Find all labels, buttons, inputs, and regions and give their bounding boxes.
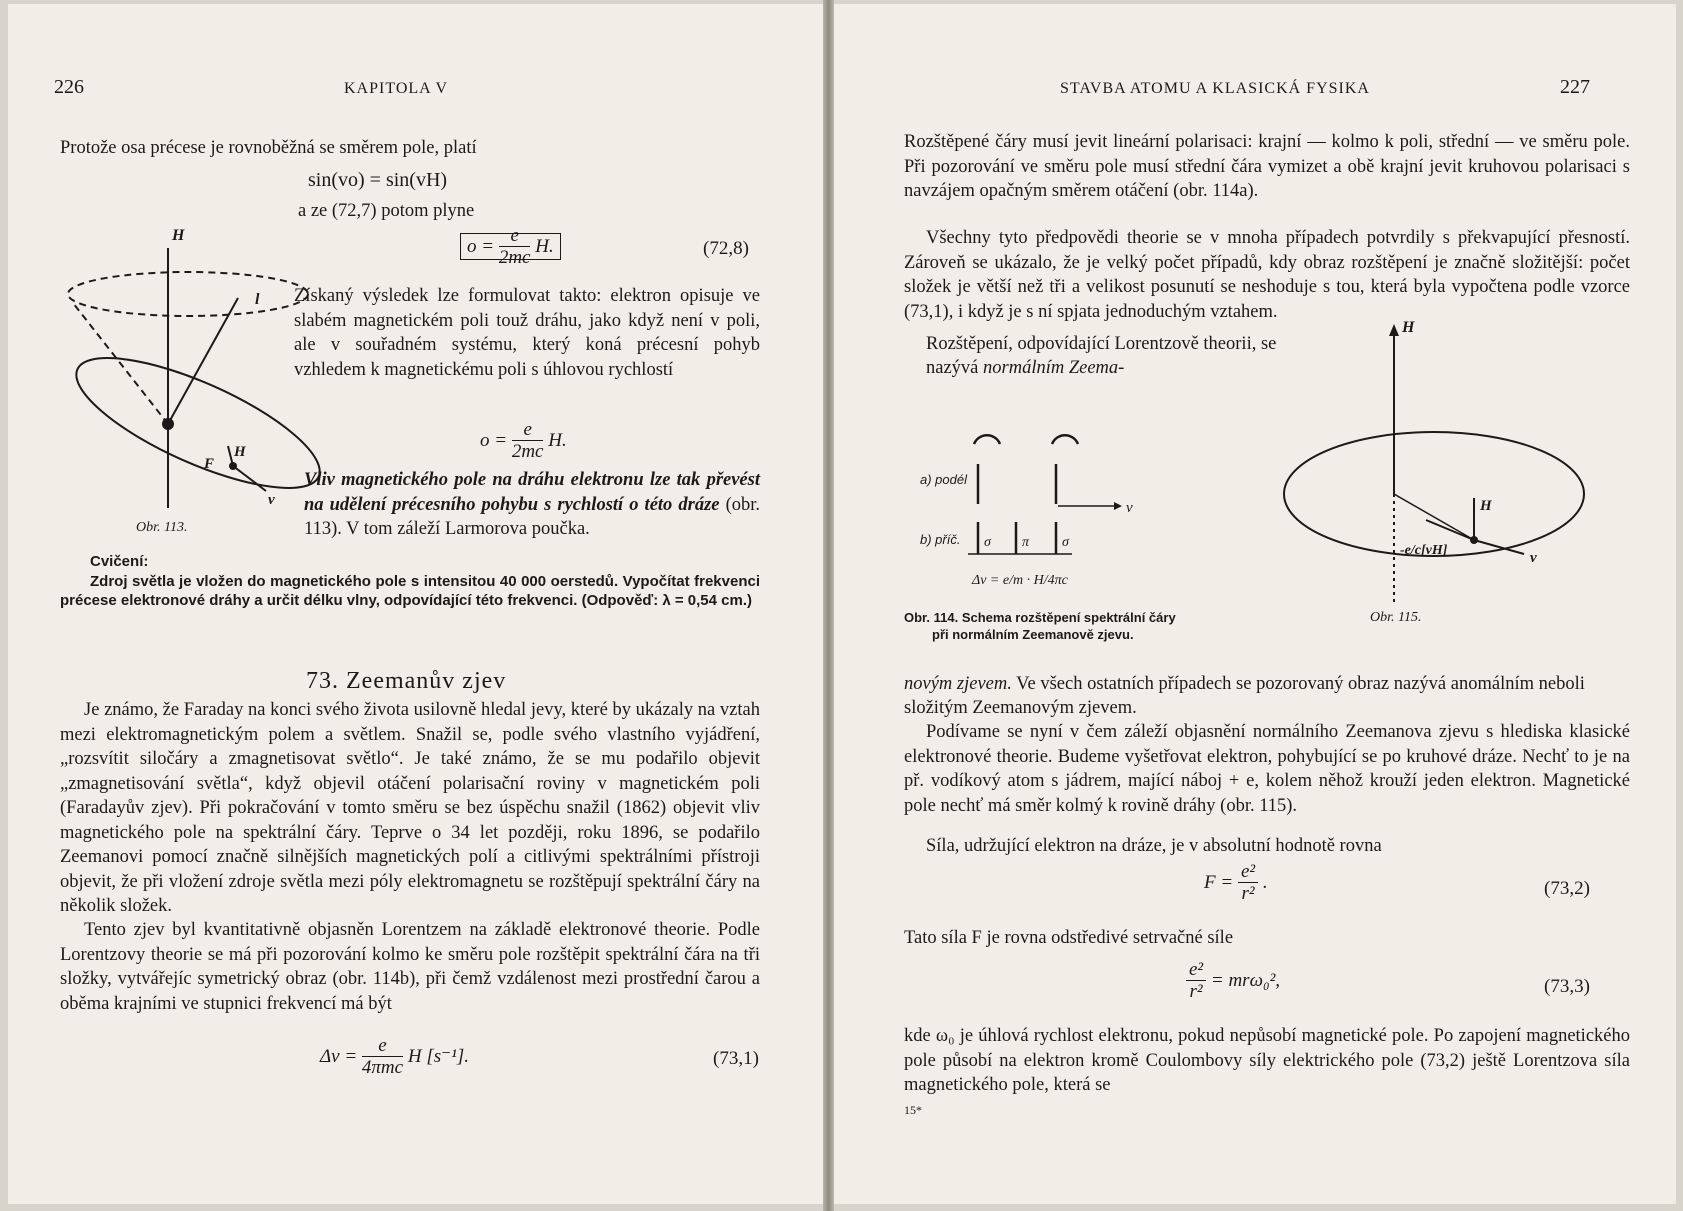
fig114-sigma-right: σ bbox=[1062, 535, 1069, 550]
fig114-arc-right bbox=[1052, 435, 1078, 444]
fig115-label-force: -e/c[vH] bbox=[1400, 543, 1448, 558]
fig113-label-F: F bbox=[204, 456, 215, 472]
eq-repeat-den: 2mc bbox=[511, 441, 544, 462]
right-paragraph-4 bbox=[904, 672, 1630, 720]
fig113-label-l: l bbox=[255, 291, 260, 308]
right-paragraph-4-italic: novým zjevem. bbox=[904, 674, 1012, 694]
right-paragraph-6: Síla, udržující elektron na dráze, je v absolutní hodnotě rovna bbox=[926, 836, 1382, 856]
fig113-label-v: v bbox=[268, 492, 275, 508]
figure-113-caption: Obr. 113. bbox=[136, 520, 188, 535]
right-page bbox=[834, 4, 1676, 1204]
eq-73-2-fraction bbox=[1238, 862, 1258, 905]
exercise-title: Cvičení: bbox=[90, 553, 149, 570]
equation-repeat bbox=[480, 420, 567, 463]
equation-sin: sin(vo) = sin(vH) bbox=[308, 169, 448, 191]
figure-114-caption-2: při normálním Zeemanově zjevu. bbox=[932, 627, 1134, 642]
right-paragraph-1: Rozštěpené čáry musí jevit lineární polarisaci: krajní — kolmo k poli, střední — ve směru pole. Při pozorování ve směru pole musí střední čára vymizet a obě krajní jevit kruhovou polarisaci s navzájem opačným směrem otáčení (obr. 114a). bbox=[904, 132, 1630, 201]
larmor-statement-tail: (obr. 113). V tom záleží Larmorova poučka. bbox=[304, 494, 760, 539]
figure-115 bbox=[1274, 319, 1604, 612]
eq-73-3-num: e² bbox=[1186, 960, 1206, 981]
running-head-right: STAVBA ATOMU A KLASICKÁ FYSIKA bbox=[1060, 80, 1370, 97]
section-paragraph-2: Tento zjev byl kvantitativně objasněn Lorentzem na základě elektronové theorie. Podle Lorentzovy theorie se má při pozorování kolmo ke směru pole rozštěpit spektrální čára na tři složky, vytvářejíc symetrický obraz (obr. 114b), při čemž vzdálenost mezi prostřední čarou a oběma krajními ve stupnici frekvencí má být bbox=[60, 920, 760, 1014]
eq-73-1-number: (73,1) bbox=[713, 1048, 759, 1069]
intro-line: Protože osa précese je rovnoběžná se směrem pole, platí bbox=[60, 138, 477, 158]
right-paragraph-3-italic: normálním Zeema- bbox=[983, 358, 1125, 378]
eq-73-3-fraction bbox=[1186, 960, 1206, 1003]
fig114-nu-label: ν bbox=[1126, 500, 1133, 516]
fig114-axis-arrowhead bbox=[1114, 502, 1122, 510]
figure-114 bbox=[920, 422, 1204, 602]
right-paragraph-2: Všechny tyto předpovědi theorie se v mnoha případech potvrdily s překvapující přesností. Zároveň se ukázalo, že je velký počet případů, kdy obraz rozštěpení je značně složitější: počet složek je větší než tři a velikost posunutí se neshoduje s tou, která byla vypočtena podle vzorce (73,1), i když je s ní spjata jednoduchým vztahem. bbox=[904, 228, 1630, 322]
eq-73-3-number: (73,3) bbox=[1544, 976, 1590, 997]
eq-72-8-fraction bbox=[499, 226, 531, 269]
fig113-velocity-arrow bbox=[233, 466, 266, 491]
fig113-label-H: H bbox=[172, 227, 185, 244]
right-paragraph-8: kde ω₀ je úhlová rychlost elektronu, pokud nepůsobí magnetické pole. Po zapojení magnetického pole působí na elektron kromě Coulombovy síly elektrického pole (73,2) ještě Lorentzova síla magnetického pole, která se bbox=[904, 1026, 1630, 1095]
larmor-statement-italic: Vliv magnetického pole na dráhu elektronu lze tak převést na udělení précesního pohybu s rychlostí o této dráze bbox=[304, 470, 760, 515]
equation-73-1 bbox=[320, 1036, 469, 1079]
eq-repeat-rhs: H. bbox=[548, 429, 567, 451]
right-paragraph-5: Podívame se nyní v čem záleží objasnění normálního Zeemanova zjevu s hlediska klasické elektronové theorie. Budeme vyšetřovat elektron, pohybující se po kruhové dráze. Nechť to je na př. vodíkový atom s jádrem, mající náboj + e, kolem něhož krouží jeden elektron. Magnetické pole nechť má směr kolmý k rovině dráhy (obr. 115). bbox=[904, 722, 1630, 816]
fig115-radius bbox=[1394, 494, 1474, 540]
eq-73-1-rhs: H [s⁻¹]. bbox=[407, 1045, 469, 1067]
fig115-label-H-small: H bbox=[1480, 498, 1492, 514]
fig113-electron bbox=[229, 462, 237, 470]
eq-72-8-den: 2mc bbox=[498, 247, 531, 268]
fig114-sigma-left: σ bbox=[984, 535, 991, 550]
fig113-precession-cone bbox=[68, 272, 308, 316]
eq-73-3-den: r² bbox=[1189, 981, 1203, 1002]
figure-113 bbox=[68, 228, 358, 528]
fig115-label-v: v bbox=[1530, 550, 1537, 566]
eq-73-1-den: 4πmc bbox=[361, 1057, 404, 1078]
eq-73-1-num: e bbox=[362, 1036, 403, 1057]
fig115-label-H: H bbox=[1402, 319, 1415, 336]
eq-repeat-lhs: o = bbox=[480, 429, 508, 451]
right-paragraph-4-text: Ve všech ostatních případech se pozorovaný obraz nazývá anomálním neboli složitým Zeemanovým zjevem. bbox=[904, 674, 1585, 718]
page-number-left: 226 bbox=[54, 76, 84, 98]
then-line: a ze (72,7) potom plyne bbox=[298, 201, 475, 221]
eq-73-1-lhs: Δν = bbox=[320, 1045, 358, 1067]
fig114-formula: Δν = e/m · H/4πc bbox=[972, 573, 1068, 588]
fig115-electron bbox=[1470, 536, 1478, 544]
equation-73-2 bbox=[1204, 862, 1268, 905]
eq-72-8-number: (72,8) bbox=[703, 238, 749, 259]
fig114-pi: π bbox=[1022, 535, 1030, 550]
section-heading: 73. Zeemanův zjev bbox=[306, 668, 507, 694]
result-paragraph: Získaný výsledek lze formulovat takto: elektron opisuje ve slabém magnetickém poli touž dráhu, jako když není v poli, ale v souřadném systému, který koná précesní pohyb vzhledem k magnetickému poli s úhlovou rychlostí bbox=[294, 286, 760, 380]
fig115-velocity-arrow bbox=[1474, 540, 1524, 554]
eq-73-2-den: r² bbox=[1241, 883, 1255, 904]
eq-72-8-rhs: H. bbox=[535, 235, 554, 257]
eq-72-8-num: e bbox=[499, 226, 531, 247]
signature-mark: 15* bbox=[904, 1103, 922, 1117]
equation-72-8 bbox=[460, 226, 561, 269]
eq-73-1-fraction bbox=[362, 1036, 403, 1079]
fig114-label-a: a) podél bbox=[920, 472, 967, 487]
section-paragraph-1: Je známo, že Faraday na konci svého života usilovně hledal jevy, které by ukázaly na vztah mezi elektromagnetickým polem a světlem. Snažil se, podle svého vlastního vyjádření, „rozsvítit siločáry a zmagnetisovat světlo“. Je také známo, že se mu podařilo objevit „zmagnetisování světla“, když objevil otáčení polarisační roviny v magnetickém poli (Faradayův zjev). Při pokračování v tomto směru se bez úspěchu snažil (1862) objevit vliv magnetického pole na spektrální čáry. Teprve o 34 let později, roku 1896, se podařilo Zeemanovi pomocí značně silnějších magnetických polí a citlivými spektrálními přístroji objevit, že při vložení zdroje světla mezi póly elektromagnetu se rozštěpují spektrální čáry na několik složek. bbox=[60, 700, 760, 916]
fig113-cone-left bbox=[73, 303, 168, 424]
eq-73-2-num: e² bbox=[1238, 862, 1258, 883]
eq-73-2-number: (73,2) bbox=[1544, 878, 1590, 899]
eq-73-2-rhs: . bbox=[1262, 871, 1268, 893]
fig114-label-b: b) příč. bbox=[920, 532, 961, 547]
eq-repeat-num: e bbox=[512, 420, 544, 441]
eq-72-8-lhs: o = bbox=[467, 235, 495, 257]
fig115-force-arrow bbox=[1426, 520, 1474, 540]
right-paragraph-7: Tato síla F je rovna odstředivé setrvačné síle bbox=[904, 928, 1234, 948]
equation-73-3 bbox=[1186, 960, 1280, 1003]
fig115-orbit bbox=[1284, 432, 1584, 556]
fig113-orbit bbox=[61, 333, 335, 513]
eq-73-2-lhs: F = bbox=[1204, 871, 1234, 893]
figure-115-caption: Obr. 115. bbox=[1370, 610, 1422, 625]
eq-73-3-rhs: = mrω₀², bbox=[1210, 969, 1281, 991]
page-number-right: 227 bbox=[1560, 76, 1590, 98]
right-paragraph-3 bbox=[926, 332, 1306, 380]
fig115-axis-arrowhead bbox=[1389, 324, 1399, 336]
running-head-left: KAPITOLA V bbox=[344, 80, 449, 97]
larmor-statement bbox=[304, 468, 760, 542]
fig114-arc-left bbox=[974, 435, 1000, 444]
right-paragraph-3-text: Rozštěpení, odpovídající Lorentzově theorii, se nazývá bbox=[926, 334, 1277, 378]
exercise-text: Zdroj světla je vložen do magnetického pole s intensitou 40 000 oerstedů. Vypočítat frekvenci précese elektronové dráhy a určit délku vlny, odpovídající této frekvenci. (Odpověď: λ = 0,54 cm.) bbox=[60, 573, 760, 609]
book-gutter bbox=[823, 0, 834, 1211]
figure-114-caption-1: Obr. 114. Schema rozštěpení spektrální čáry bbox=[904, 610, 1176, 625]
fig113-label-H-small: H bbox=[234, 444, 246, 460]
eq-repeat-fraction bbox=[512, 420, 544, 463]
fig113-nucleus bbox=[162, 418, 174, 430]
left-page bbox=[8, 4, 823, 1204]
